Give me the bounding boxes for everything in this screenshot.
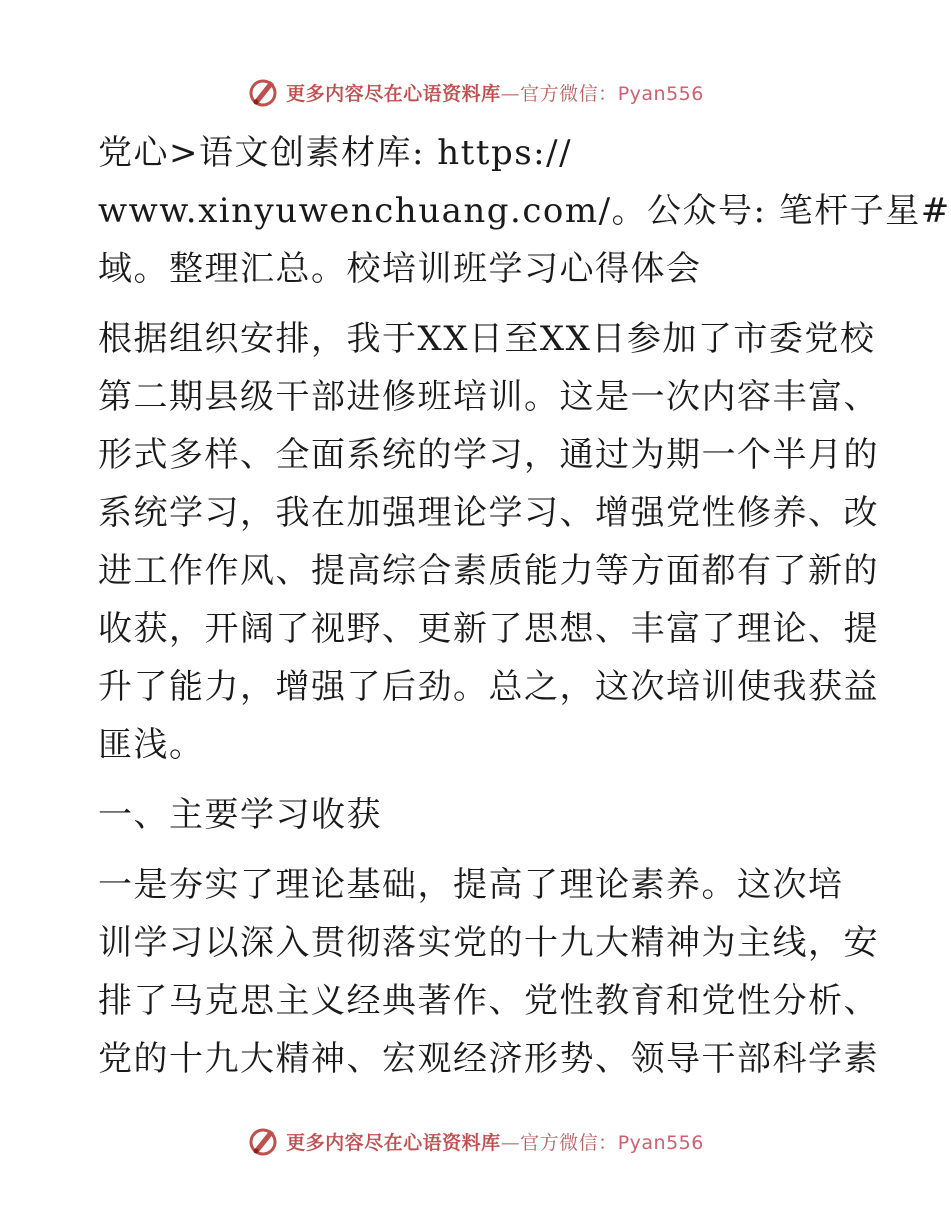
document-body	[98, 124, 951, 1088]
paragraph2-line-4: 党的十九大精神、宏观经济形势、领导干部科学素	[98, 1039, 879, 1079]
header-line-3: 域。整理汇总。校培训班学习心得体会	[98, 249, 702, 289]
paragraph1-line-4: 系统学习，我在加强理论学习、增强党性修养、改	[98, 493, 879, 533]
paragraph1-line-7: 升了能力，增强了后劲。总之，这次培训使我获益	[98, 667, 879, 707]
paragraph1-line-1: 根据组织安排，我于XX日至XX日参加了市委党校	[98, 319, 876, 359]
paragraph1-line-5: 进工作作风、提高综合素质能力等方面都有了新的	[98, 551, 879, 591]
watermark-text	[286, 79, 704, 106]
watermark-dash: —	[500, 82, 521, 105]
pen-logo-icon	[246, 1124, 280, 1158]
section-heading-1: 一、主要学习收获	[98, 795, 382, 835]
watermark-sub: 官方微信：	[520, 82, 618, 105]
watermark-text	[286, 1128, 704, 1155]
pen-logo-icon	[246, 75, 280, 109]
paragraph2-line-2: 训学习以深入贯彻落实党的十九大精神为主线，安	[98, 923, 879, 963]
watermark-id: Pyan556	[617, 82, 704, 105]
watermark-main: 更多内容尽在心语资料库	[286, 82, 501, 105]
paragraph1-line-8: 匪浅。	[98, 725, 205, 765]
watermark-dash: —	[500, 1131, 521, 1154]
paragraph1-line-2: 第二期县级干部进修班培训。这是一次内容丰富、	[98, 377, 879, 417]
header-line-2: www.xinyuwenchuang.com/。公众号: 笔杆子星#	[98, 191, 951, 231]
paragraph2-line-3: 排了马克思主义经典著作、党性教育和党性分析、	[98, 981, 879, 1021]
watermark-top	[0, 72, 950, 112]
watermark-main: 更多内容尽在心语资料库	[286, 1131, 501, 1154]
header-line-1: 党心>语文创素材库: https://	[98, 133, 573, 173]
paragraph2-line-1: 一是夯实了理论基础，提高了理论素养。这次培	[98, 865, 844, 905]
watermark-sub: 官方微信：	[520, 1131, 618, 1154]
paragraph1-line-3: 形式多样、全面系统的学习，通过为期一个半月的	[98, 435, 879, 475]
watermark-bottom	[0, 1121, 950, 1161]
watermark-id: Pyan556	[617, 1131, 704, 1154]
paragraph1-line-6: 收获，开阔了视野、更新了思想、丰富了理论、提	[98, 609, 879, 649]
